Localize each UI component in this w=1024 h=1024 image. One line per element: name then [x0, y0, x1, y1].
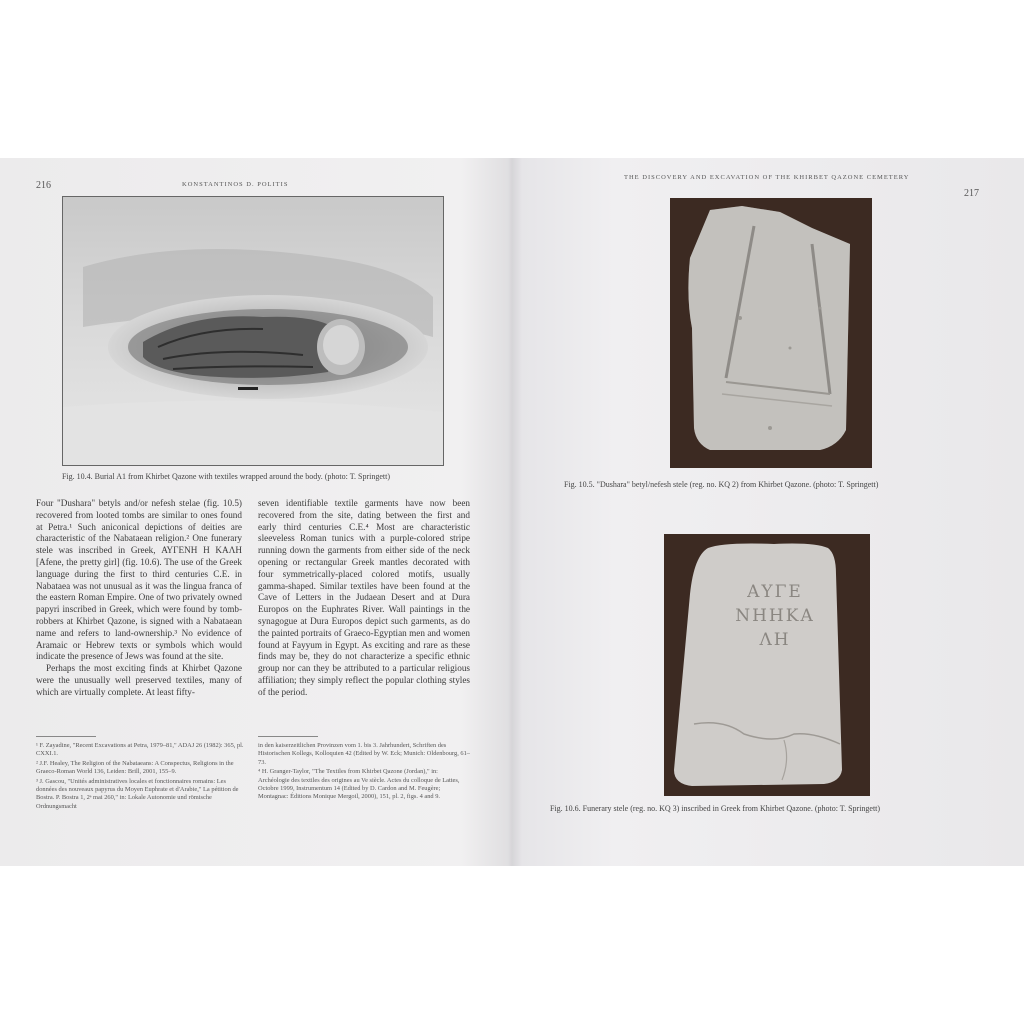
- figure-caption-10-5: Fig. 10.5. "Dushara" betyl/nefesh stele (reg. no. KQ 2) from Khirbet Qazone. (photo: T. Springett): [564, 480, 879, 489]
- stele-inscription: [720, 580, 830, 652]
- footnote: ¹ F. Zayadine, "Recent Excavations at Petra, 1979–81," ADAJ 26 (1982): 365, pl. CXXI.1.: [36, 742, 244, 758]
- right-page: [512, 158, 1024, 866]
- footnote-rule: [36, 736, 96, 737]
- inscription-line: ΑΥΓΕ: [747, 582, 803, 602]
- figure-caption-10-6: Fig. 10.6. Funerary stele (reg. no. KQ 3) inscribed in Greek from Khirbet Qazone. (photo: T. Springett): [550, 804, 881, 813]
- footnotes-column-2: [258, 742, 470, 803]
- footnotes-column-1: [36, 742, 244, 812]
- footnote: in den kaiserzeitlichen Provinzen vom 1. bis 3. Jahrhundert, Schriften des Historischen Kollegs, Kolloquien 42 (Edited by W. Eck; Munich: Oldenbourg, 61–73.: [258, 742, 470, 766]
- footnote: ² J.F. Healey, The Religion of the Nabataeans: A Conspectus, Religions in the Graeco-Roman World 136, Leiden: Brill, 2001, 155–9.: [36, 759, 234, 776]
- footnote: ⁴ H. Granger-Taylor, "The Textiles from Khirbet Qazone (Jordan)," in: Archéologie des textiles des origines au Ve siècle. Actes du colloque de Lattes, Octobre 1999, Instrumentum 14 (Edited by D. Cardon and M. Feugère; Montagnac: Éditions Monique Mergoil, 2000), 151, pl. 2, figs. 4 and 9.: [258, 768, 460, 801]
- burial-photo-image: [63, 197, 443, 465]
- body-column-1: [36, 498, 242, 699]
- inscription-line: ΝΗΗΚΑ: [735, 606, 815, 626]
- footnote-rule: [258, 736, 318, 737]
- body-column-2: [258, 498, 470, 699]
- figure-caption-10-4: Fig. 10.4. Burial A1 from Khirbet Qazone with textiles wrapped around the body. (photo: T. Springett): [62, 472, 391, 481]
- footnote: ³ J. Gascou, "Unités administratives locales et fonctionnaires romains: Les données des nouveaux papyrus du Moyen Euphrate et d'Arabie," La pétition de Bostra. P. Bostra 1, 2ᵉ mai 260," in: Lokale Autonomie und römische Ordnungsmacht: [36, 777, 239, 810]
- funerary-stele-image: [664, 534, 870, 796]
- inscription-line: ΛΗ: [759, 630, 791, 650]
- body-paragraph: Perhaps the most exciting finds at Khirbet Qazone were the unusually well preserved textiles, many of which are virtually complete. At least fifty-: [36, 663, 242, 697]
- left-page: [0, 158, 508, 866]
- burial-photo: [62, 196, 444, 466]
- body-paragraph: Four "Dushara" betyls and/or nefesh stelae (fig. 10.5) recovered from looted tombs are similar to ones found at Petra.¹ Such aniconical depictions of deities are characteristic of the Nabataean religion.² One funerary stele was inscribed in Greek, ΑΥΓΕΝΗ Η ΚΑΛΗ [Afene, the pretty girl] (fig. 10.6). The use of the Greek language during the first to third centuries C.E. in Nabataea was not unusual as it was the lingua franca of the eastern Roman Empire. One of two privately owned papyri inscribed in Greek, which were found by tomb-robbers at Khirbet Qazone, is signed with a Nabataean name and refers to land-ownership.³ No evidence of Aramaic or Hebrew texts or symbols which would indicate the presence of Jews was found at the site.: [36, 498, 242, 662]
- dushara-stele-photo: [670, 198, 872, 468]
- running-head-right: THE DISCOVERY AND EXCAVATION OF THE KHIRBET QAZONE CEMETERY: [624, 174, 910, 181]
- funerary-stele-photo: [664, 534, 870, 796]
- book-spread: [0, 158, 1024, 866]
- running-head-left: KONSTANTINOS D. POLITIS: [182, 181, 289, 188]
- dushara-stele-image: [670, 198, 872, 468]
- page-number-right: 217: [964, 188, 979, 199]
- body-paragraph: seven identifiable textile garments have now been recovered from the site, dating between the first and early third centuries C.E.⁴ Most are characteristic sleeveless Roman tunics with a purple-colored stripe running down the garments from either side of the neck opening or rectangular Greek mantles decorated with four symmetrically-placed colored motifs, usually gamma-shaped. Similar textiles have been found at the Cave of Letters in the Judaean Desert and at Dura Europos on the Euphrates River. Wall paintings in the synagogue at Dura Europos depict such garments, as do the painted portraits of Graeco-Egyptian men and women found at Fayyum in Egypt. As exciting and rare as these finds may be, they do not characterize a specific ethnic group nor can they be attributed to a particular religious affiliation; they simply reflect the popular clothing styles of the period.: [258, 498, 470, 697]
- page-number-left: 216: [36, 180, 51, 191]
